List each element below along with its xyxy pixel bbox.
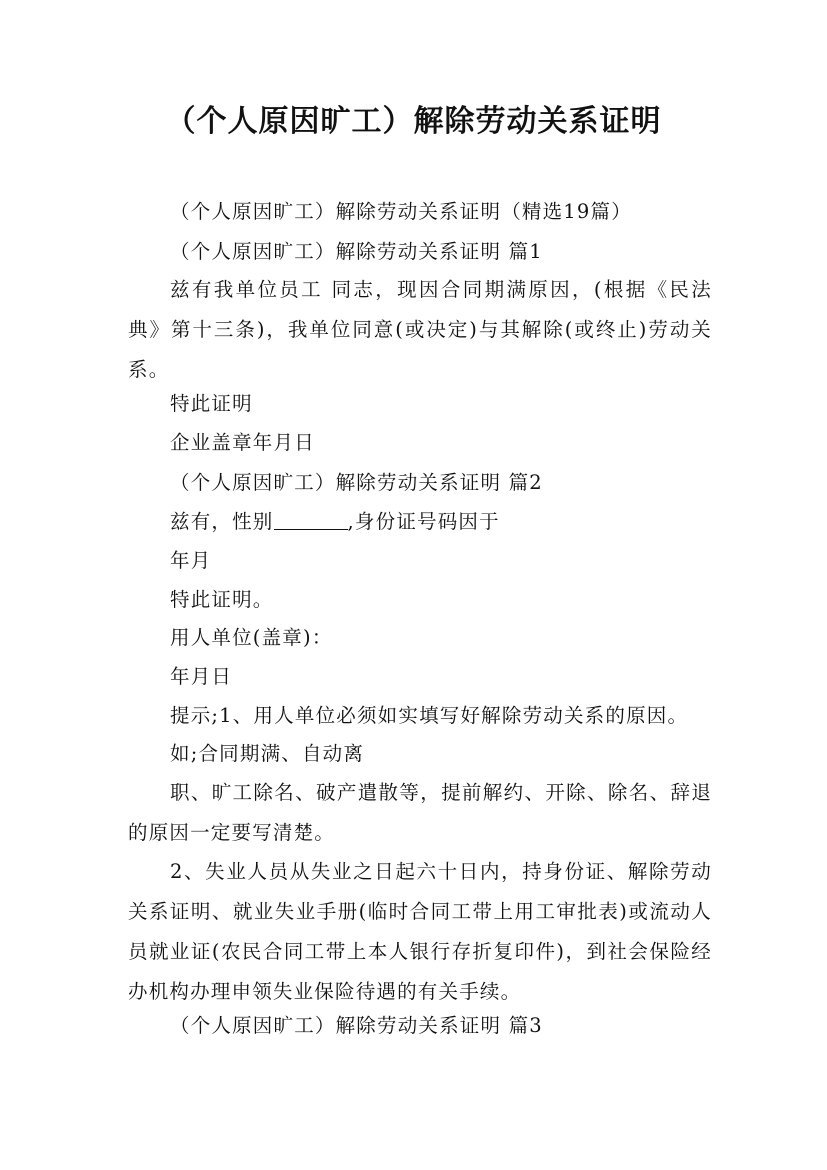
section-heading-2: （个人原因旷工）解除劳动关系证明 篇2 <box>170 471 543 494</box>
body-paragraph: 职、旷工除名、破产遣散等，提前解约、开除、除名、辞退的原因一定要写清楚。 <box>128 781 712 844</box>
body-paragraph: 特此证明。 <box>170 588 274 611</box>
gender-line-prefix: 兹有，性别 <box>170 510 274 533</box>
gender-line-suffix: ,身份证号码因于 <box>347 510 500 533</box>
body-paragraph: 年月 <box>170 549 212 572</box>
body-paragraph: 提示;1、用人单位必须如实填写好解除劳动关系的原因。 <box>170 704 689 727</box>
body-paragraph: 2、失业人员从失业之日起六十日内，持身份证、解除劳动关系证明、就业失业手册(临时合同工带上用工审批表)或流动人员就业证(农民合同工带上本人银行存折复印件)，到社会保险经办机构办理申领失业保险待遇的有关手续。 <box>128 860 712 1003</box>
body-paragraph: 年月日 <box>170 665 233 688</box>
section-heading-3: （个人原因旷工）解除劳动关系证明 篇3 <box>170 1014 543 1037</box>
body-paragraph: 兹有我单位员工 同志，现因合同期满原因，(根据《民法典》第十三条)，我单位同意(或决定)与其解除(或终止)劳动关系。 <box>128 278 712 381</box>
section-heading-1: （个人原因旷工）解除劳动关系证明 篇1 <box>170 240 543 263</box>
document-title: （个人原因旷工）解除劳动关系证明 <box>165 104 662 139</box>
body-paragraph: 用人单位(盖章)： <box>170 626 333 649</box>
gender-line <box>128 502 712 542</box>
body-paragraph: 特此证明 <box>170 392 253 415</box>
blank-field <box>274 511 348 530</box>
body-paragraph: 如;合同期满、自动离 <box>170 742 365 765</box>
body-paragraph: 企业盖章年月日 <box>170 431 315 454</box>
subtitle-paragraph: （个人原因旷工）解除劳动关系证明（精选19篇） <box>170 200 632 223</box>
